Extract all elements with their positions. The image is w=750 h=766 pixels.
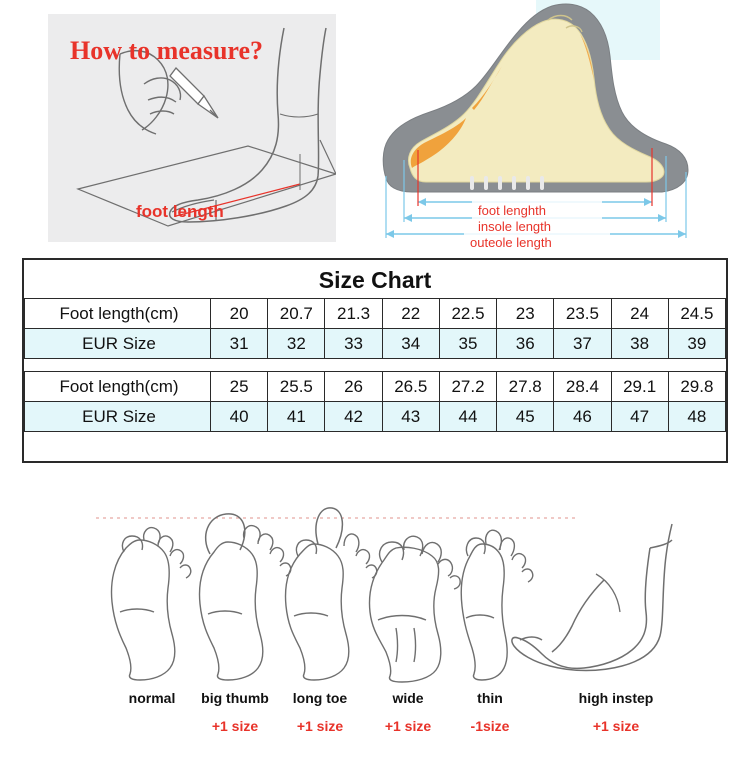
foot-types-section	[0, 478, 750, 766]
table-cell: 28.4	[554, 372, 611, 402]
table-cell: 38	[611, 329, 668, 359]
table-row	[25, 372, 726, 402]
footprint-wide-icon	[370, 536, 461, 682]
table-cell: 29.8	[668, 372, 725, 402]
table-cell: 26.5	[382, 372, 439, 402]
measure-title: How to measure?	[70, 36, 264, 65]
foot-length-dimension-label: foot lenghth	[478, 203, 546, 218]
foot-type-adjust-long-toe: +1 size	[296, 718, 344, 734]
size-chart-panel	[22, 258, 728, 463]
table-cell: 22	[382, 299, 439, 329]
size-chart-title: Size Chart	[318, 267, 432, 293]
row-header-foot-length: Foot length(cm)	[25, 372, 211, 402]
footprint-big-thumb-icon	[200, 514, 291, 680]
table-cell: 48	[668, 402, 725, 432]
table-cell: 33	[325, 329, 382, 359]
table-cell: 26	[325, 372, 382, 402]
table-cell: 25	[211, 372, 268, 402]
outsole-length-dimension-label: outeole length	[470, 235, 552, 250]
table-cell: 27.8	[497, 372, 554, 402]
table-cell: 41	[268, 402, 325, 432]
table-cell: 37	[554, 329, 611, 359]
foot-type-adjust-high-instep: +1 size	[592, 718, 640, 734]
table-cell: 25.5	[268, 372, 325, 402]
table-divider	[24, 359, 726, 371]
insole-length-dimension-label: insole length	[478, 219, 551, 234]
foot-type-name-high-instep: high instep	[578, 690, 654, 706]
foot-type-name-long-toe: long toe	[292, 690, 348, 706]
table-cell: 23	[497, 299, 554, 329]
shoe-measurement-panel	[352, 0, 712, 255]
table-cell: 47	[611, 402, 668, 432]
table-cell: 29.1	[611, 372, 668, 402]
table-cell: 20	[211, 299, 268, 329]
table-cell: 35	[439, 329, 496, 359]
footprint-long-toe-icon	[286, 508, 377, 680]
footprint-thin-icon	[461, 530, 533, 680]
foot-type-name-wide: wide	[392, 690, 424, 706]
table-cell: 39	[668, 329, 725, 359]
table-cell: 20.7	[268, 299, 325, 329]
table-cell: 36	[497, 329, 554, 359]
foot-length-caption: foot length	[136, 202, 224, 221]
table-cell: 34	[382, 329, 439, 359]
foot-type-adjust-big-thumb: +1 size	[211, 718, 259, 734]
table-cell: 42	[325, 402, 382, 432]
table-cell: 27.2	[439, 372, 496, 402]
foot-type-name-big-thumb: big thumb	[201, 690, 269, 706]
size-table-block-1	[24, 298, 726, 359]
foot-type-name-thin: thin	[477, 690, 503, 706]
table-cell: 32	[268, 329, 325, 359]
row-header-foot-length: Foot length(cm)	[25, 299, 211, 329]
foot-type-adjust-thin: -1size	[470, 718, 510, 734]
table-cell: 40	[211, 402, 268, 432]
foot-type-name-normal: normal	[128, 690, 176, 706]
table-cell: 45	[497, 402, 554, 432]
how-to-measure-section	[0, 0, 750, 255]
footprint-normal-icon	[112, 528, 191, 680]
measure-illustration-panel	[48, 14, 336, 242]
table-cell: 46	[554, 402, 611, 432]
table-cell: 21.3	[325, 299, 382, 329]
foot-type-adjust-wide: +1 size	[384, 718, 432, 734]
table-row	[25, 329, 726, 359]
foot-high-instep-icon	[512, 524, 672, 671]
table-cell: 31	[211, 329, 268, 359]
row-header-eur-size: EUR Size	[25, 402, 211, 432]
table-cell: 22.5	[439, 299, 496, 329]
table-row	[25, 299, 726, 329]
row-header-eur-size: EUR Size	[25, 329, 211, 359]
size-table-block-2	[24, 371, 726, 432]
table-row	[25, 402, 726, 432]
table-cell: 44	[439, 402, 496, 432]
table-cell: 23.5	[554, 299, 611, 329]
table-cell: 24.5	[668, 299, 725, 329]
table-cell: 24	[611, 299, 668, 329]
table-cell: 43	[382, 402, 439, 432]
